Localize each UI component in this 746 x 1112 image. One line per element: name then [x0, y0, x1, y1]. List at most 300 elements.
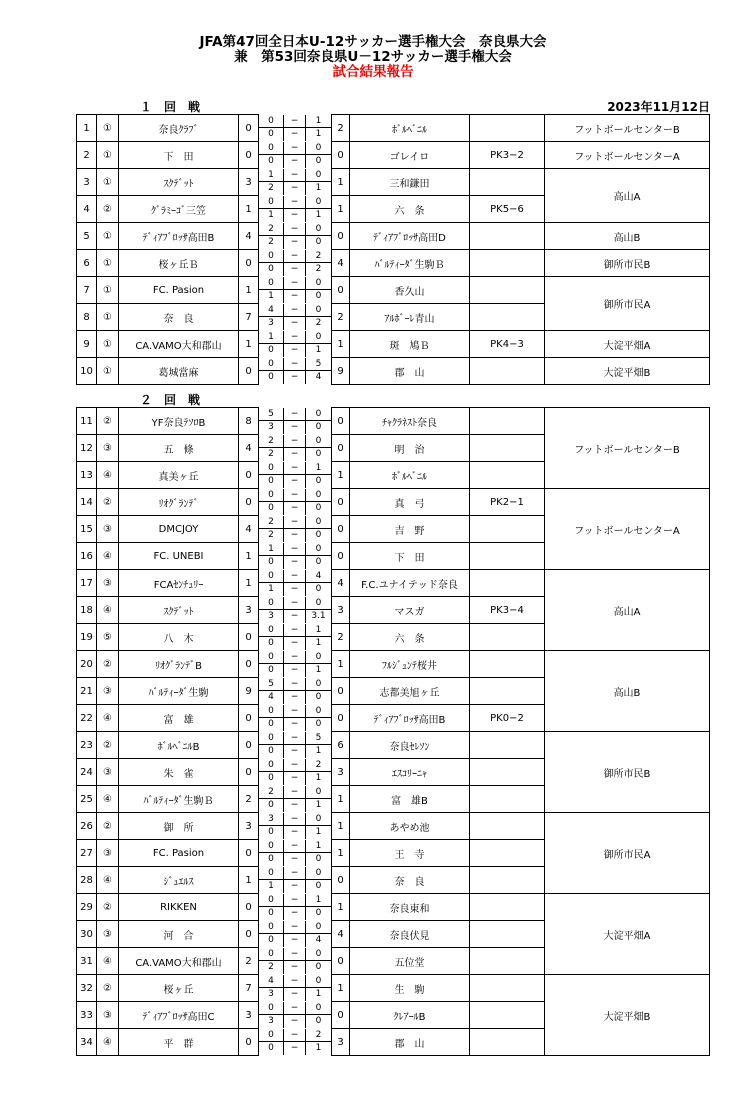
away-team: ﾎﾞﾙﾍﾞﾆﾙ — [350, 462, 470, 489]
away-score: 1 — [332, 196, 350, 223]
score-dash: − — [284, 358, 306, 371]
score-dash: − — [284, 921, 306, 934]
second-half-home: 0 — [259, 263, 284, 276]
home-score: 4 — [239, 223, 259, 250]
second-half-home: 0 — [259, 826, 284, 839]
round-marker: ④ — [97, 543, 119, 570]
penalty-result — [470, 435, 545, 462]
second-half-away: 0 — [315, 156, 322, 166]
round-marker: ② — [97, 196, 119, 223]
penalty-result — [470, 570, 545, 597]
home-team: FC. Pasion — [119, 277, 239, 304]
first-half-away: 0 — [306, 331, 331, 344]
first-half-home: 0 — [259, 597, 284, 610]
first-half-home: 0 — [259, 948, 284, 961]
second-half-home: 0 — [259, 502, 284, 515]
score-dash: − — [284, 155, 306, 168]
penalty-result — [470, 543, 545, 570]
match-row — [77, 250, 710, 277]
home-score: 1 — [239, 867, 259, 894]
first-half-away: 0 — [306, 435, 331, 448]
match-number: 34 — [77, 1029, 97, 1056]
away-score: 3 — [332, 759, 350, 786]
home-team: 奈 良 — [119, 304, 239, 331]
away-score: 0 — [332, 1002, 350, 1029]
second-half-away: 0 — [315, 854, 322, 864]
away-team: ﾎﾞﾙﾍﾞﾆﾙ — [350, 115, 470, 142]
home-score: 3 — [239, 1002, 259, 1029]
score-dash: − — [284, 182, 306, 195]
round-1-heading: １ 回 戦 — [140, 100, 201, 114]
away-score: 4 — [332, 250, 350, 277]
second-half-home: 3 — [259, 610, 284, 623]
penalty-result — [470, 894, 545, 921]
second-half-away: 0 — [315, 449, 322, 459]
first-half-away: 1 — [306, 894, 331, 907]
half-scores — [259, 169, 332, 196]
half-scores — [259, 1002, 332, 1029]
match-number: 29 — [77, 894, 97, 921]
venue: フットボールセンターA — [545, 489, 710, 570]
away-team: ｴｽｺﾘｰﾆｬ — [350, 759, 470, 786]
match-number: 26 — [77, 813, 97, 840]
half-scores — [259, 142, 332, 169]
first-half-away: 5 — [306, 358, 331, 371]
penalty-result: PK5−6 — [470, 196, 545, 223]
half-scores — [259, 462, 332, 489]
half-scores — [259, 651, 332, 678]
home-team: FC. UNEBI — [119, 543, 239, 570]
second-half-home: 0 — [259, 745, 284, 758]
away-score: 6 — [332, 732, 350, 759]
second-half-away: 0 — [315, 291, 322, 301]
score-dash: − — [284, 115, 306, 128]
match-row — [77, 975, 710, 1002]
score-dash: − — [284, 732, 306, 745]
match-number: 21 — [77, 678, 97, 705]
away-score: 0 — [332, 408, 350, 435]
away-score: 0 — [332, 277, 350, 304]
match-number: 19 — [77, 624, 97, 651]
away-score: 4 — [332, 921, 350, 948]
first-half-home: 1 — [259, 331, 284, 344]
match-row — [77, 408, 710, 435]
second-half-away: 0 — [315, 692, 322, 702]
second-half-home: 0 — [259, 1042, 284, 1055]
away-score: 1 — [332, 462, 350, 489]
home-score: 0 — [239, 651, 259, 678]
match-number: 28 — [77, 867, 97, 894]
home-team: CA.VAMO大和郡山 — [119, 331, 239, 358]
first-half-home: 0 — [259, 115, 284, 128]
score-dash: − — [284, 462, 306, 475]
score-dash: − — [284, 502, 306, 515]
away-team: 明 治 — [350, 435, 470, 462]
round-marker: ④ — [97, 786, 119, 813]
first-half-away: 0 — [306, 948, 331, 961]
home-score: 1 — [239, 570, 259, 597]
away-team: 富 雄B — [350, 786, 470, 813]
round-marker: ④ — [97, 597, 119, 624]
second-half-home: 0 — [259, 718, 284, 731]
match-row — [77, 358, 710, 385]
first-half-home: 5 — [259, 678, 284, 691]
round-marker: ① — [97, 142, 119, 169]
half-scores — [259, 489, 332, 516]
second-half-away: 1 — [315, 345, 322, 355]
round-marker: ③ — [97, 1002, 119, 1029]
match-row — [77, 142, 710, 169]
round-marker: ③ — [97, 921, 119, 948]
score-dash: − — [284, 813, 306, 826]
venue: 高山B — [545, 651, 710, 732]
second-half-away: 0 — [315, 237, 322, 247]
second-half-home: 3 — [259, 421, 284, 434]
away-team: 三和鎌田 — [350, 169, 470, 196]
away-score: 0 — [332, 543, 350, 570]
home-team: 葛城當麻 — [119, 358, 239, 385]
first-half-home: 0 — [259, 759, 284, 772]
away-team: 王 寺 — [350, 840, 470, 867]
score-dash: − — [284, 435, 306, 448]
penalty-result — [470, 678, 545, 705]
away-score: 2 — [332, 115, 350, 142]
away-team: 志都美旭ヶ丘 — [350, 678, 470, 705]
first-half-away: 1 — [306, 462, 331, 475]
score-dash: − — [284, 948, 306, 961]
match-number: 20 — [77, 651, 97, 678]
home-team: ﾃﾞｨｱﾌﾞﾛｯｻ高田B — [119, 223, 239, 250]
away-team: マスガ — [350, 597, 470, 624]
second-half-home: 1 — [259, 880, 284, 893]
second-half-home: 2 — [259, 236, 284, 249]
home-score: 7 — [239, 975, 259, 1002]
away-score: 0 — [332, 489, 350, 516]
away-team: ﾃﾞｨｱﾌﾞﾛｯｻ高田B — [350, 705, 470, 732]
first-half-away: 0 — [306, 921, 331, 934]
score-dash: − — [284, 421, 306, 434]
score-dash: − — [284, 448, 306, 461]
match-number: 11 — [77, 408, 97, 435]
home-team: ﾊﾞﾙﾃｨｰﾀﾞ生駒 — [119, 678, 239, 705]
first-half-home: 0 — [259, 196, 284, 209]
second-half-home: 2 — [259, 448, 284, 461]
first-half-away: 0 — [306, 651, 331, 664]
match-number: 8 — [77, 304, 97, 331]
penalty-result: PK0−2 — [470, 705, 545, 732]
second-half-home: 0 — [259, 772, 284, 785]
half-scores — [259, 223, 332, 250]
second-half-away: 1 — [315, 827, 322, 837]
penalty-result — [470, 223, 545, 250]
score-dash: − — [284, 128, 306, 141]
round-marker: ④ — [97, 705, 119, 732]
score-dash: − — [284, 263, 306, 276]
penalty-result — [470, 786, 545, 813]
first-half-home: 0 — [259, 921, 284, 934]
match-number: 6 — [77, 250, 97, 277]
venue: 御所市民B — [545, 732, 710, 813]
home-team: YF奈良ﾃｿﾛB — [119, 408, 239, 435]
first-half-home: 0 — [259, 570, 284, 583]
match-date: 2023年11月12日 — [607, 100, 710, 114]
home-score: 0 — [239, 462, 259, 489]
score-dash: − — [284, 907, 306, 920]
away-team: 六 条 — [350, 624, 470, 651]
score-dash: − — [284, 772, 306, 785]
score-dash: − — [284, 304, 306, 317]
round-marker: ③ — [97, 759, 119, 786]
home-team: 河 合 — [119, 921, 239, 948]
home-team: 奈良ｸﾗﾌﾞ — [119, 115, 239, 142]
home-team: ﾎﾞﾙﾍﾞﾆﾙB — [119, 732, 239, 759]
match-row — [77, 169, 710, 196]
round-marker: ③ — [97, 678, 119, 705]
penalty-result — [470, 921, 545, 948]
match-row — [77, 489, 710, 516]
home-score: 0 — [239, 358, 259, 385]
first-half-home: 0 — [259, 867, 284, 880]
round-marker: ② — [97, 408, 119, 435]
match-number: 15 — [77, 516, 97, 543]
away-score: 9 — [332, 358, 350, 385]
venue: 大淀平畑A — [545, 331, 710, 358]
first-half-home: 0 — [259, 1029, 284, 1042]
penalty-result: PK3−2 — [470, 142, 545, 169]
away-score: 1 — [332, 786, 350, 813]
first-half-home: 2 — [259, 435, 284, 448]
away-team: 吉 野 — [350, 516, 470, 543]
match-number: 25 — [77, 786, 97, 813]
match-row — [77, 223, 710, 250]
first-half-away: 0 — [306, 516, 331, 529]
away-team: ﾊﾞﾙﾃｨｰﾀﾞ生駒Ｂ — [350, 250, 470, 277]
round-marker: ⑤ — [97, 624, 119, 651]
away-score: 1 — [332, 169, 350, 196]
away-score: 0 — [332, 705, 350, 732]
home-team: 八 木 — [119, 624, 239, 651]
second-half-away: 1 — [315, 800, 322, 810]
second-half-away: 1 — [315, 746, 322, 756]
first-half-home: 0 — [259, 489, 284, 502]
half-scores — [259, 250, 332, 277]
match-row — [77, 651, 710, 678]
home-score: 1 — [239, 277, 259, 304]
score-dash: − — [284, 624, 306, 637]
penalty-result: PK3−4 — [470, 597, 545, 624]
home-score: 0 — [239, 250, 259, 277]
away-team: 郡 山 — [350, 358, 470, 385]
match-row — [77, 894, 710, 921]
away-team: 生 駒 — [350, 975, 470, 1002]
venue: 御所市民A — [545, 813, 710, 894]
second-half-home: 0 — [259, 344, 284, 357]
home-score: 2 — [239, 786, 259, 813]
round-marker: ④ — [97, 948, 119, 975]
penalty-result — [470, 115, 545, 142]
second-half-away: 1 — [315, 210, 322, 220]
first-half-away: 0 — [306, 304, 331, 317]
score-dash: − — [284, 988, 306, 1001]
half-scores — [259, 948, 332, 975]
away-score: 2 — [332, 624, 350, 651]
half-scores — [259, 331, 332, 358]
score-dash: − — [284, 799, 306, 812]
round-1-results-table — [76, 114, 710, 385]
first-half-home: 0 — [259, 840, 284, 853]
home-team: FC. Pasion — [119, 840, 239, 867]
second-half-away: 1 — [315, 773, 322, 783]
penalty-result — [470, 759, 545, 786]
round-marker: ① — [97, 331, 119, 358]
half-scores — [259, 516, 332, 543]
home-team: 五 條 — [119, 435, 239, 462]
away-score: 0 — [332, 435, 350, 462]
round-marker: ② — [97, 894, 119, 921]
score-dash: − — [284, 371, 306, 384]
score-dash: − — [284, 142, 306, 155]
second-half-away: 0 — [315, 422, 322, 432]
first-half-away: 0 — [306, 277, 331, 290]
first-half-home: 0 — [259, 732, 284, 745]
round-marker: ① — [97, 250, 119, 277]
round-marker: ① — [97, 223, 119, 250]
second-half-home: 2 — [259, 961, 284, 974]
home-team: ｽｸﾃﾞｯﾄ — [119, 597, 239, 624]
first-half-home: 2 — [259, 223, 284, 236]
home-score: 3 — [239, 813, 259, 840]
second-half-home: 3 — [259, 1015, 284, 1028]
second-half-away: 0 — [315, 881, 322, 891]
penalty-result — [470, 250, 545, 277]
away-score: 3 — [332, 1029, 350, 1056]
score-dash: − — [284, 975, 306, 988]
first-half-home: 2 — [259, 786, 284, 799]
score-dash: − — [284, 840, 306, 853]
first-half-away: 0 — [306, 786, 331, 799]
first-half-away: 0 — [306, 705, 331, 718]
home-score: 1 — [239, 331, 259, 358]
score-dash: − — [284, 745, 306, 758]
match-row — [77, 115, 710, 142]
match-row — [77, 277, 710, 304]
score-dash: − — [284, 610, 306, 623]
penalty-result — [470, 624, 545, 651]
venue: 大淀平畑B — [545, 975, 710, 1056]
first-half-away: 0 — [306, 223, 331, 236]
home-score: 0 — [239, 759, 259, 786]
second-half-home: 0 — [259, 799, 284, 812]
half-scores — [259, 813, 332, 840]
venue: 高山B — [545, 223, 710, 250]
venue: フットボールセンターA — [545, 142, 710, 169]
half-scores — [259, 921, 332, 948]
venue: 御所市民B — [545, 250, 710, 277]
home-score: 0 — [239, 840, 259, 867]
half-scores — [259, 624, 332, 651]
tournament-subtitle: 兼 第53回奈良県U－12サッカー選手権大会 — [234, 49, 512, 65]
penalty-result — [470, 304, 545, 331]
second-half-away: 4 — [315, 935, 322, 945]
first-half-away: 0 — [306, 867, 331, 880]
half-scores — [259, 678, 332, 705]
penalty-result: PK4−3 — [470, 331, 545, 358]
round-marker: ① — [97, 304, 119, 331]
score-dash: − — [284, 826, 306, 839]
second-half-away: 2 — [315, 318, 322, 328]
away-team: あやめ池 — [350, 813, 470, 840]
first-half-away: 0 — [306, 1002, 331, 1015]
home-team: 御 所 — [119, 813, 239, 840]
away-team: 奈良ｾﾚｿﾝ — [350, 732, 470, 759]
away-team: ﾁｬｸﾗﾈｽﾄ奈良 — [350, 408, 470, 435]
second-half-home: 0 — [259, 637, 284, 650]
home-score: 0 — [239, 1029, 259, 1056]
second-half-home: 1 — [259, 209, 284, 222]
score-dash: − — [284, 408, 306, 421]
round-marker: ③ — [97, 570, 119, 597]
home-score: 0 — [239, 624, 259, 651]
away-score: 0 — [332, 678, 350, 705]
second-half-home: 1 — [259, 583, 284, 596]
home-score: 9 — [239, 678, 259, 705]
match-number: 1 — [77, 115, 97, 142]
score-dash: − — [284, 169, 306, 182]
home-team: 朱 雀 — [119, 759, 239, 786]
score-dash: − — [284, 543, 306, 556]
score-dash: − — [284, 637, 306, 650]
second-half-away: 0 — [315, 1016, 322, 1026]
penalty-result — [470, 867, 545, 894]
round-marker: ② — [97, 813, 119, 840]
score-dash: − — [284, 556, 306, 569]
away-score: 0 — [332, 223, 350, 250]
home-score: 0 — [239, 115, 259, 142]
second-half-home: 0 — [259, 853, 284, 866]
first-half-away: 0 — [306, 543, 331, 556]
half-scores — [259, 759, 332, 786]
second-half-away: 1 — [315, 129, 322, 139]
home-team: 桜ヶ丘Ｂ — [119, 250, 239, 277]
score-dash: − — [284, 489, 306, 502]
first-half-home: 0 — [259, 142, 284, 155]
second-half-away: 1 — [315, 665, 322, 675]
match-number: 3 — [77, 169, 97, 196]
home-score: 3 — [239, 169, 259, 196]
match-row — [77, 331, 710, 358]
first-half-home: 5 — [259, 408, 284, 421]
match-number: 5 — [77, 223, 97, 250]
first-half-away: 0 — [306, 408, 331, 421]
away-score: 0 — [332, 948, 350, 975]
score-dash: − — [284, 516, 306, 529]
half-scores — [259, 408, 332, 435]
away-team: ゴレイロ — [350, 142, 470, 169]
home-team: ﾃﾞｨｱﾌﾞﾛｯｻ高田C — [119, 1002, 239, 1029]
round-marker: ① — [97, 115, 119, 142]
second-half-away: 1 — [315, 183, 322, 193]
score-dash: − — [284, 651, 306, 664]
second-half-home: 0 — [259, 128, 284, 141]
score-dash: − — [284, 664, 306, 677]
tournament-title: JFA第47回全日本U-12サッカー選手権大会 奈良県大会 — [199, 34, 547, 50]
away-score: 2 — [332, 304, 350, 331]
away-team: ﾃﾞｨｱﾌﾞﾛｯｻ高田D — [350, 223, 470, 250]
venue: フットボールセンターB — [545, 408, 710, 489]
away-score: 1 — [332, 840, 350, 867]
home-team: CA.VAMO大和郡山 — [119, 948, 239, 975]
first-half-away: 1 — [306, 115, 331, 128]
